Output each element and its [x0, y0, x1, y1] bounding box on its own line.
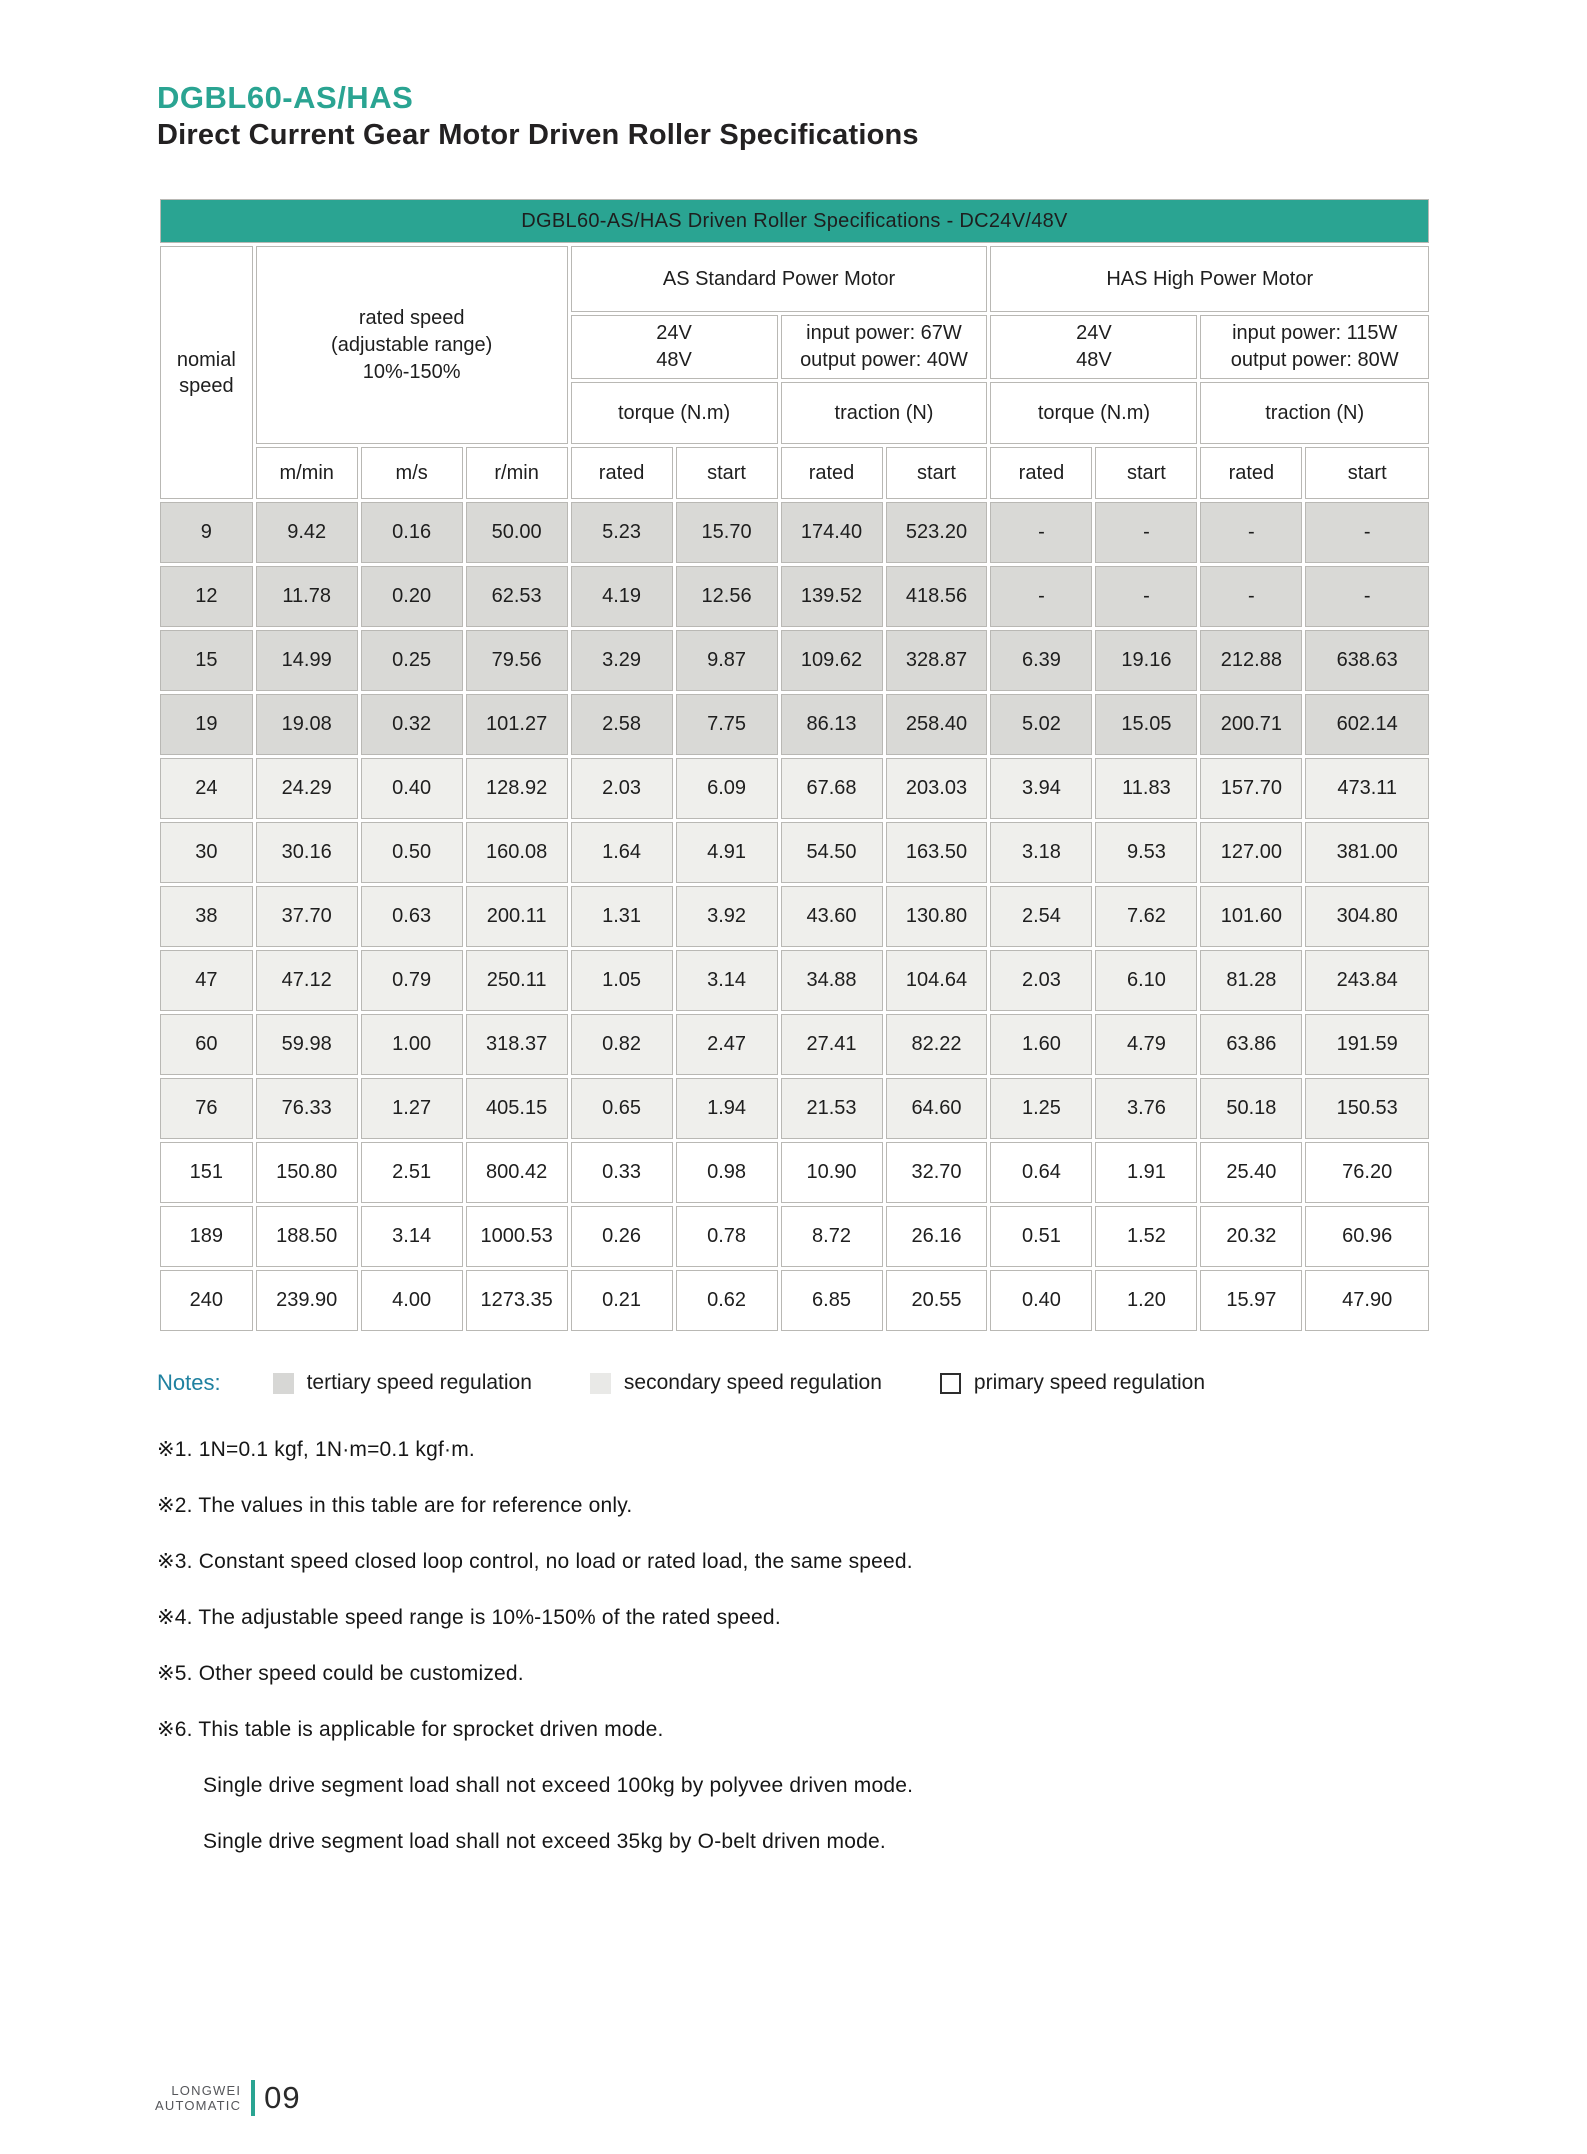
as-power-line2: output power: 40W	[800, 349, 968, 371]
value-cell: 3.14	[361, 1206, 463, 1267]
value-cell: 20.55	[886, 1270, 988, 1331]
value-cell: 5.02	[990, 694, 1092, 755]
value-cell: 1.31	[571, 886, 673, 947]
table-caption: DGBL60-AS/HAS Driven Roller Specifications - DC24V/48V	[160, 199, 1429, 243]
value-cell: 0.62	[676, 1270, 778, 1331]
value-cell: 20.32	[1200, 1206, 1302, 1267]
value-cell: 239.90	[256, 1270, 358, 1331]
col-header-has-power	[1200, 315, 1429, 379]
value-cell: 0.33	[571, 1142, 673, 1203]
note-item-2: ※2. The values in this table are for reference only.	[157, 1494, 633, 1517]
speed-cell: 240	[160, 1270, 253, 1331]
value-cell: 3.92	[676, 886, 778, 947]
table-row	[160, 1142, 1429, 1203]
value-cell: 418.56	[886, 566, 988, 627]
note-item-6-continuation-1: Single drive segment load shall not exceed 100kg by polyvee driven mode.	[203, 1774, 914, 1797]
table-row	[160, 822, 1429, 883]
speed-cell: 9	[160, 502, 253, 563]
value-cell: 200.11	[466, 886, 568, 947]
page-subtitle: Direct Current Gear Motor Driven Roller Specifications	[157, 119, 919, 151]
legend-item-primary	[940, 1371, 1205, 1395]
rated-speed-line2: (adjustable range)	[331, 333, 493, 356]
nominal-speed-line2: speed	[179, 374, 234, 397]
as-voltage-line2: 48V	[656, 349, 692, 371]
rated-speed-line3: 10%-150%	[362, 360, 461, 383]
footer-brand-line1: LONGWEI	[171, 2083, 242, 2098]
value-cell: 0.51	[990, 1206, 1092, 1267]
footer-brand	[155, 2083, 241, 2113]
value-cell: 0.64	[990, 1142, 1092, 1203]
value-cell: 163.50	[886, 822, 988, 883]
value-cell: 0.26	[571, 1206, 673, 1267]
value-cell: 3.94	[990, 758, 1092, 819]
legend-label-primary: primary speed regulation	[973, 1371, 1206, 1394]
value-cell: 1.52	[1095, 1206, 1197, 1267]
value-cell: 0.82	[571, 1014, 673, 1075]
note-item-1: ※1. 1N=0.1 kgf, 1N·m=0.1 kgf·m.	[157, 1438, 475, 1461]
value-cell: 6.85	[781, 1270, 883, 1331]
value-cell: 104.64	[886, 950, 988, 1011]
nominal-speed-line1: nomial	[176, 348, 236, 371]
value-cell: 381.00	[1305, 822, 1429, 883]
value-cell: 14.99	[256, 630, 358, 691]
spec-table-body	[160, 502, 1429, 1331]
legend	[157, 1366, 1432, 1400]
value-cell: 7.62	[1095, 886, 1197, 947]
value-cell: 1.25	[990, 1078, 1092, 1139]
value-cell: 2.51	[361, 1142, 463, 1203]
col-header-has-motor: HAS High Power Motor	[990, 246, 1429, 312]
col-header-nominal-speed	[160, 246, 253, 499]
col-header-has-torque: torque (N.m)	[990, 382, 1197, 444]
value-cell: 160.08	[466, 822, 568, 883]
col-header-as-torque: torque (N.m)	[571, 382, 778, 444]
value-cell: 47.12	[256, 950, 358, 1011]
page-footer	[155, 2080, 301, 2116]
table-row	[160, 630, 1429, 691]
value-cell: 86.13	[781, 694, 883, 755]
speed-cell: 151	[160, 1142, 253, 1203]
value-cell: 15.70	[676, 502, 778, 563]
value-cell: 19.08	[256, 694, 358, 755]
spec-table	[157, 196, 1432, 1334]
col-header-rated-speed	[256, 246, 568, 444]
col-header-as-power	[781, 315, 988, 379]
value-cell: 3.14	[676, 950, 778, 1011]
value-cell: 0.25	[361, 630, 463, 691]
table-row	[160, 1014, 1429, 1075]
value-cell: 67.68	[781, 758, 883, 819]
value-cell: 200.71	[1200, 694, 1302, 755]
notes-label: Notes:	[157, 1370, 221, 1395]
value-cell: 1.20	[1095, 1270, 1197, 1331]
value-cell: 0.98	[676, 1142, 778, 1203]
speed-cell: 38	[160, 886, 253, 947]
value-cell: 523.20	[886, 502, 988, 563]
col-header-has-traction-rated: rated	[1200, 447, 1302, 499]
footer-brand-line2: AUTOMATIC	[155, 2098, 242, 2113]
value-cell: 318.37	[466, 1014, 568, 1075]
note-item-5: ※5. Other speed could be customized.	[157, 1662, 524, 1685]
value-cell: 0.16	[361, 502, 463, 563]
note-item-3: ※3. Constant speed closed loop control, no load or rated load, the same speed.	[157, 1550, 913, 1573]
value-cell: 1.00	[361, 1014, 463, 1075]
col-header-has-torque-start: start	[1095, 447, 1197, 499]
value-cell: 250.11	[466, 950, 568, 1011]
value-cell: 0.40	[990, 1270, 1092, 1331]
value-cell: 0.79	[361, 950, 463, 1011]
value-cell: 2.58	[571, 694, 673, 755]
value-cell: 3.18	[990, 822, 1092, 883]
value-cell: 27.41	[781, 1014, 883, 1075]
value-cell: 150.53	[1305, 1078, 1429, 1139]
value-cell: 21.53	[781, 1078, 883, 1139]
footer-page-number: 09	[264, 2080, 301, 2115]
col-header-has-torque-rated: rated	[990, 447, 1092, 499]
as-power-line1: input power: 67W	[806, 322, 962, 344]
table-row	[160, 950, 1429, 1011]
value-cell: 59.98	[256, 1014, 358, 1075]
value-cell: 11.78	[256, 566, 358, 627]
col-header-has-traction: traction (N)	[1200, 382, 1429, 444]
value-cell: 405.15	[466, 1078, 568, 1139]
value-cell: -	[990, 502, 1092, 563]
col-header-as-traction: traction (N)	[781, 382, 988, 444]
value-cell: 15.97	[1200, 1270, 1302, 1331]
value-cell: 174.40	[781, 502, 883, 563]
value-cell: 212.88	[1200, 630, 1302, 691]
value-cell: 2.47	[676, 1014, 778, 1075]
value-cell: 0.21	[571, 1270, 673, 1331]
value-cell: 50.18	[1200, 1078, 1302, 1139]
value-cell: 26.16	[886, 1206, 988, 1267]
value-cell: 4.91	[676, 822, 778, 883]
value-cell: -	[990, 566, 1092, 627]
value-cell: 2.03	[990, 950, 1092, 1011]
speed-cell: 47	[160, 950, 253, 1011]
col-header-r-min: r/min	[466, 447, 568, 499]
table-row	[160, 1270, 1429, 1331]
value-cell: 79.56	[466, 630, 568, 691]
value-cell: 64.60	[886, 1078, 988, 1139]
value-cell: 4.19	[571, 566, 673, 627]
value-cell: 7.75	[676, 694, 778, 755]
value-cell: 43.60	[781, 886, 883, 947]
value-cell: 10.90	[781, 1142, 883, 1203]
value-cell: 101.27	[466, 694, 568, 755]
col-header-has-voltage	[990, 315, 1197, 379]
value-cell: 32.70	[886, 1142, 988, 1203]
speed-cell: 15	[160, 630, 253, 691]
value-cell: -	[1200, 566, 1302, 627]
rated-speed-line1: rated speed	[358, 306, 465, 329]
value-cell: 2.03	[571, 758, 673, 819]
value-cell: 6.10	[1095, 950, 1197, 1011]
value-cell: 81.28	[1200, 950, 1302, 1011]
value-cell: 1.91	[1095, 1142, 1197, 1203]
value-cell: 11.83	[1095, 758, 1197, 819]
value-cell: 19.16	[1095, 630, 1197, 691]
speed-cell: 19	[160, 694, 253, 755]
col-header-m-min: m/min	[256, 447, 358, 499]
value-cell: 4.00	[361, 1270, 463, 1331]
col-header-as-voltage	[571, 315, 778, 379]
speed-cell: 60	[160, 1014, 253, 1075]
value-cell: 1.94	[676, 1078, 778, 1139]
value-cell: 4.79	[1095, 1014, 1197, 1075]
col-header-as-traction-start: start	[886, 447, 988, 499]
value-cell: 9.87	[676, 630, 778, 691]
value-cell: 191.59	[1305, 1014, 1429, 1075]
value-cell: 800.42	[466, 1142, 568, 1203]
as-voltage-line1: 24V	[656, 322, 692, 344]
value-cell: 157.70	[1200, 758, 1302, 819]
value-cell: 34.88	[781, 950, 883, 1011]
value-cell: 638.63	[1305, 630, 1429, 691]
value-cell: 203.03	[886, 758, 988, 819]
value-cell: -	[1305, 502, 1429, 563]
value-cell: 128.92	[466, 758, 568, 819]
col-header-as-motor: AS Standard Power Motor	[571, 246, 988, 312]
value-cell: 60.96	[1305, 1206, 1429, 1267]
value-cell: 8.72	[781, 1206, 883, 1267]
col-header-as-torque-start: start	[676, 447, 778, 499]
table-row	[160, 502, 1429, 563]
notes-section	[157, 1366, 1432, 1870]
value-cell: 2.54	[990, 886, 1092, 947]
value-cell: 15.05	[1095, 694, 1197, 755]
value-cell: 109.62	[781, 630, 883, 691]
footer-divider	[251, 2080, 255, 2116]
has-power-line2: output power: 80W	[1230, 349, 1399, 371]
speed-cell: 30	[160, 822, 253, 883]
has-power-line1: input power: 115W	[1232, 322, 1398, 344]
legend-label-tertiary: tertiary speed regulation	[306, 1371, 532, 1394]
value-cell: 1273.35	[466, 1270, 568, 1331]
value-cell: 30.16	[256, 822, 358, 883]
value-cell: 602.14	[1305, 694, 1429, 755]
value-cell: -	[1305, 566, 1429, 627]
col-header-m-s: m/s	[361, 447, 463, 499]
value-cell: 12.56	[676, 566, 778, 627]
value-cell: 1000.53	[466, 1206, 568, 1267]
note-item-4: ※4. The adjustable speed range is 10%-150% of the rated speed.	[157, 1606, 781, 1629]
value-cell: 37.70	[256, 886, 358, 947]
speed-cell: 24	[160, 758, 253, 819]
value-cell: 258.40	[886, 694, 988, 755]
value-cell: 1.60	[990, 1014, 1092, 1075]
value-cell: 50.00	[466, 502, 568, 563]
value-cell: 127.00	[1200, 822, 1302, 883]
value-cell: 473.11	[1305, 758, 1429, 819]
spec-table-wrapper	[157, 196, 1432, 1334]
value-cell: 243.84	[1305, 950, 1429, 1011]
note-item-6: ※6. This table is applicable for sprocket driven mode.	[157, 1718, 664, 1741]
notes-list	[157, 1422, 1432, 1870]
table-row	[160, 758, 1429, 819]
value-cell: 0.20	[361, 566, 463, 627]
col-header-has-traction-start: start	[1305, 447, 1429, 499]
value-cell: 0.50	[361, 822, 463, 883]
value-cell: 63.86	[1200, 1014, 1302, 1075]
value-cell: 9.53	[1095, 822, 1197, 883]
value-cell: 24.29	[256, 758, 358, 819]
legend-item-tertiary	[273, 1371, 532, 1395]
table-row	[160, 1206, 1429, 1267]
value-cell: 9.42	[256, 502, 358, 563]
value-cell: 1.64	[571, 822, 673, 883]
has-voltage-line1: 24V	[1076, 322, 1112, 344]
value-cell: 1.05	[571, 950, 673, 1011]
value-cell: 54.50	[781, 822, 883, 883]
table-row	[160, 1078, 1429, 1139]
value-cell: 5.23	[571, 502, 673, 563]
value-cell: 82.22	[886, 1014, 988, 1075]
legend-swatch-tertiary	[273, 1373, 294, 1394]
value-cell: -	[1095, 502, 1197, 563]
value-cell: 130.80	[886, 886, 988, 947]
value-cell: 101.60	[1200, 886, 1302, 947]
table-row	[160, 694, 1429, 755]
value-cell: 139.52	[781, 566, 883, 627]
table-row	[160, 566, 1429, 627]
col-header-as-traction-rated: rated	[781, 447, 883, 499]
value-cell: 3.29	[571, 630, 673, 691]
value-cell: 76.33	[256, 1078, 358, 1139]
value-cell: 6.09	[676, 758, 778, 819]
col-header-as-torque-rated: rated	[571, 447, 673, 499]
value-cell: 0.65	[571, 1078, 673, 1139]
legend-label-secondary: secondary speed regulation	[623, 1371, 882, 1394]
page-title: DGBL60-AS/HAS	[157, 80, 414, 115]
value-cell: 328.87	[886, 630, 988, 691]
value-cell: 3.76	[1095, 1078, 1197, 1139]
value-cell: 0.63	[361, 886, 463, 947]
legend-swatch-primary	[940, 1373, 961, 1394]
legend-item-secondary	[590, 1371, 882, 1395]
speed-cell: 189	[160, 1206, 253, 1267]
has-voltage-line2: 48V	[1076, 349, 1112, 371]
value-cell: 188.50	[256, 1206, 358, 1267]
value-cell: 25.40	[1200, 1142, 1302, 1203]
value-cell: -	[1095, 566, 1197, 627]
note-item-6-continuation-2: Single drive segment load shall not exceed 35kg by O-belt driven mode.	[203, 1830, 886, 1853]
value-cell: 150.80	[256, 1142, 358, 1203]
value-cell: 47.90	[1305, 1270, 1429, 1331]
speed-cell: 76	[160, 1078, 253, 1139]
speed-cell: 12	[160, 566, 253, 627]
legend-swatch-secondary	[590, 1373, 611, 1394]
value-cell: 0.78	[676, 1206, 778, 1267]
value-cell: 1.27	[361, 1078, 463, 1139]
value-cell: -	[1200, 502, 1302, 563]
value-cell: 0.32	[361, 694, 463, 755]
value-cell: 304.80	[1305, 886, 1429, 947]
value-cell: 62.53	[466, 566, 568, 627]
value-cell: 6.39	[990, 630, 1092, 691]
value-cell: 0.40	[361, 758, 463, 819]
table-row	[160, 886, 1429, 947]
value-cell: 76.20	[1305, 1142, 1429, 1203]
